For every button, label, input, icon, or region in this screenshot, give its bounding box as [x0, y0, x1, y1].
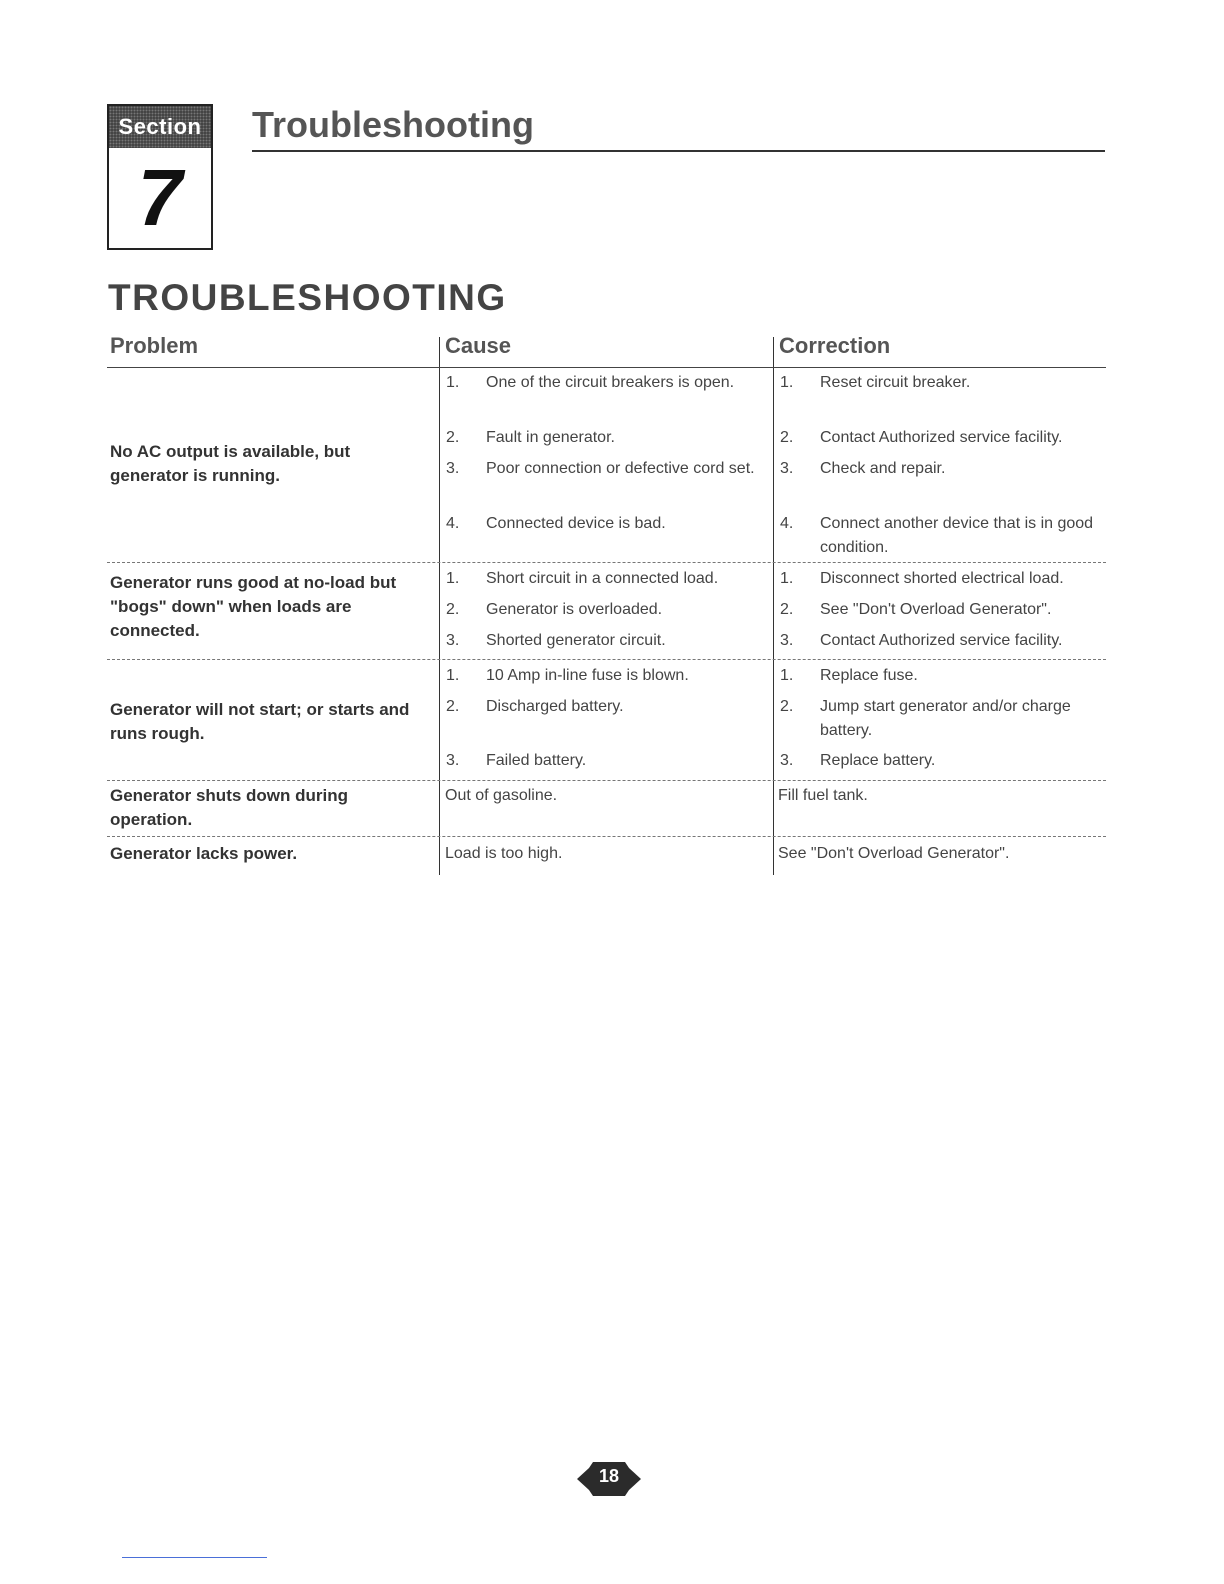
table-row	[107, 781, 1106, 837]
cause-cell: Out of gasoline.	[445, 787, 558, 804]
column-divider	[439, 781, 440, 836]
header-cause: Cause	[445, 333, 512, 358]
column-divider	[439, 368, 440, 562]
column-divider	[773, 781, 774, 836]
column-divider	[439, 563, 440, 659]
section-number: 7	[137, 153, 183, 242]
troubleshooting-table	[107, 329, 1106, 875]
header-correction: Correction	[779, 333, 891, 358]
problem-cell: Generator runs good at no-load but "bogs" down" when loads are connected.	[110, 573, 397, 640]
problem-cell: Generator lacks power.	[110, 844, 298, 863]
correction-cell: Fill fuel tank.	[778, 787, 868, 804]
title-rule	[252, 150, 1105, 152]
table-header-row	[107, 329, 1106, 368]
column-divider	[439, 337, 440, 367]
column-divider	[773, 837, 774, 875]
table-row: Generator runs good at no-load but "bogs" down" when loads are connected. 1. Short circuit in a connected load. 2. Generator is overloaded. 3. Shorted generator circuit. 1. Disconnect shorted electrical load. 2. See "Don't Overload Generator". 3. Contact Authorized service facility.	[107, 563, 1106, 660]
table-row: Generator will not start; or starts and runs rough. 1. 10 Amp in-line fuse is blown. 2. Discharged battery. 3. Failed battery. 1. Replace fuse. 2. Jump start generator and/or charge battery. 3. Replace battery.	[107, 660, 1106, 781]
section-tab-label: Section	[109, 106, 211, 148]
problem-cell: Generator will not start; or starts and runs rough.	[110, 700, 410, 743]
column-divider	[439, 660, 440, 780]
problem-cell: Generator shuts down during operation.	[110, 786, 349, 829]
correction-cell: See "Don't Overload Generator".	[778, 845, 1010, 862]
column-divider	[439, 837, 440, 875]
column-divider	[773, 337, 774, 367]
column-divider	[773, 368, 774, 562]
footer-rule	[122, 1557, 267, 1558]
cause-cell: Load is too high.	[445, 845, 563, 862]
section-badge	[107, 104, 213, 250]
page-number: 18	[598, 1466, 620, 1486]
table-row: No AC output is available, but generator is running. 1. One of the circuit breakers is open. 2. Fault in generator. 3. Poor connection or defective cord set. 4. Connected device is bad. 1. Reset circuit breaker. 2. Contact Authorized service facility. 3. Check and repair. 4. Connect another device that is in good condition.	[107, 368, 1106, 563]
main-heading: TROUBLESHOOTING	[108, 277, 507, 318]
page-title: Troubleshooting	[252, 104, 534, 145]
header-problem: Problem	[110, 333, 199, 358]
problem-cell: No AC output is available, but generator is running.	[110, 442, 351, 485]
table-row	[107, 837, 1106, 875]
